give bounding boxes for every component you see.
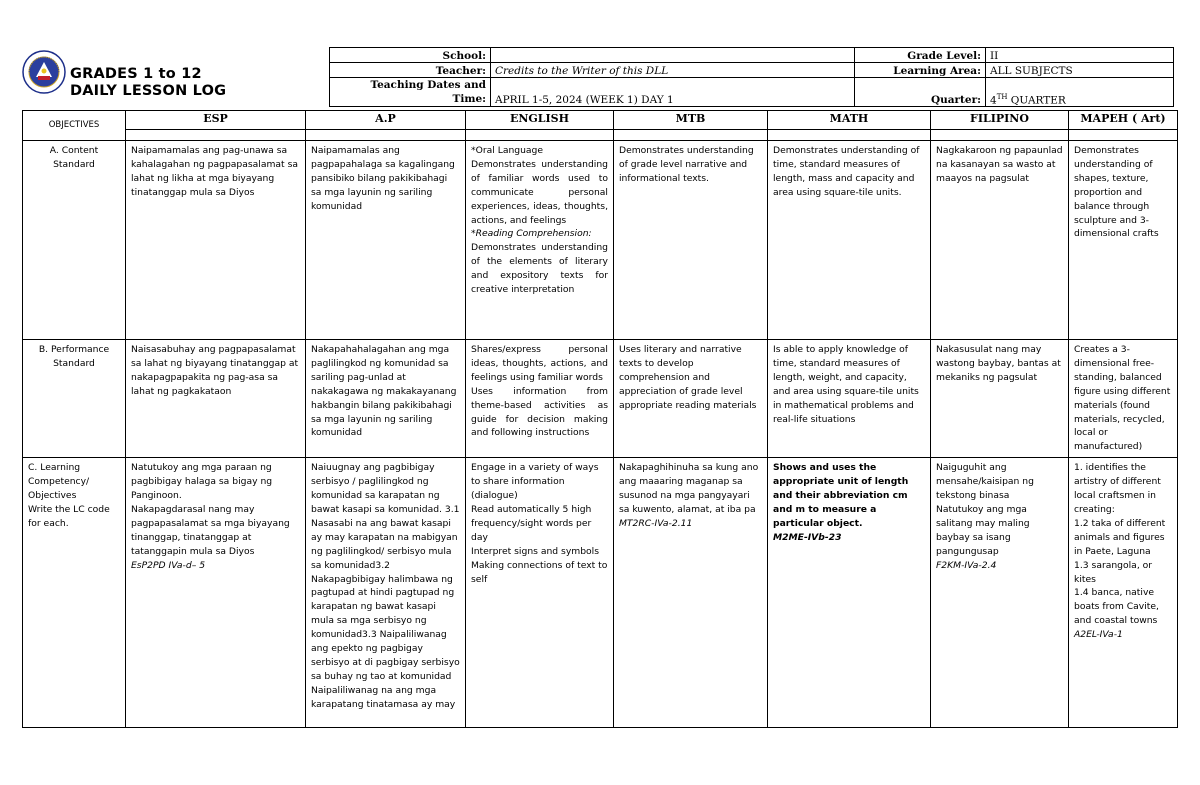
deped-seal-logo: [22, 50, 66, 94]
performance-standard-row: [23, 340, 1178, 458]
competency-mapeh-text-2: 1.2 taka of different animals and figures in Paete, Laguna: [1074, 517, 1166, 557]
competency-label-line-1: C. Learning: [28, 462, 81, 474]
blank-cell: [768, 130, 931, 141]
blank-cell: [1069, 130, 1178, 141]
competency-english-text-1: Engage in a variety of ways to share information (dialogue): [471, 462, 599, 502]
competency-mapeh: [1069, 458, 1178, 728]
brand-title: [70, 66, 226, 100]
subject-header-filipino: FILIPINO: [931, 111, 1069, 130]
blank-row: [23, 130, 1178, 141]
performance-english-text-2: Uses information from theme-based activities as guide for decision making and following instructions: [471, 385, 608, 439]
school-label: School:: [330, 48, 491, 63]
content-english-reading-heading: *Reading Comprehension:: [471, 228, 592, 240]
competency-ap-text-2: Naipaliliwanag na ang mga karapatang tinatamasa ay may: [311, 684, 456, 710]
competency-esp-code: EsP2PD IVa-d– 5: [131, 559, 206, 571]
competency-mapeh-text-3: 1.3 sarangola, or kites: [1074, 559, 1153, 585]
learning-area-value: ALL SUBJECTS: [986, 63, 1174, 78]
performance-ap: Nakapahahalagahan ang mga paglilingkod ng komunidad sa sariling pag-unlad at nakakagawa ng makakayanang hakbangin bilang pakikibahagi sa mga layunin ng sariling komunidad: [306, 340, 466, 458]
blank-cell: [614, 130, 768, 141]
performance-standard-label: [23, 340, 126, 458]
subject-header-mtb: MTB: [614, 111, 768, 130]
content-english: [466, 141, 614, 340]
subject-header-esp: ESP: [126, 111, 306, 130]
content-english-reading-text: Demonstrates understanding of the elements of literary and expository texts for creative interpretation: [471, 242, 608, 296]
competency-mapeh-text-4: 1.4 banca, native boats from Cavite, and coastal towns: [1074, 587, 1159, 627]
competency-mtb: [614, 458, 768, 728]
teacher-value: Credits to the Writer of this DLL: [491, 63, 855, 78]
competency-ap: [306, 458, 466, 728]
performance-math: Is able to apply knowledge of time, standard measures of length, weight, and capacity, and area using square-tile units in mathematical problems and real-life situations: [768, 340, 931, 458]
competency-mtb-code: MT2RC-IVa-2.11: [619, 517, 693, 529]
performance-label-line-2: Standard: [53, 357, 95, 369]
competency-esp-text-1: Natutukoy ang mga paraan ng pagbibigay halaga sa bigay ng Panginoon.: [131, 462, 273, 502]
performance-label-line-1: B. Performance: [38, 344, 110, 355]
quarter-word: QUARTER: [1007, 94, 1066, 106]
competency-label-note: Write the LC code for each.: [28, 503, 110, 529]
competency-math: [768, 458, 931, 728]
competency-filipino-text-2: Natutukoy ang mga salitang may maling baybay sa isang pangungusap: [936, 503, 1030, 557]
teaching-dates-label-line-2: Time:: [452, 93, 486, 105]
subject-header-mapeh: MAPEH ( Art): [1069, 111, 1178, 130]
blank-cell: [306, 130, 466, 141]
competency-ap-text-1: Naiuugnay ang pagbibigay serbisyo / paglilingkod ng komunidad sa karapatan ng bawat kasapi sa komunidad. 3.1 Nasasabi na ang bawat kasapi ay may karapatan na mabigyan ng paglilingkod/ serbisyo mula sa komunidad3.2 Nakapagbibigay halimbawa ng pagtupad at hindi pagtupad ng karapatan ng bawat kasapi mula sa mga serbisyo ng komunidad3.3 Naipaliliwanag ang epekto ng pagbigay serbisyo at di pagbigay serbisyo sa buhay ng tao at komunidad: [311, 462, 460, 682]
performance-filipino: Nakasusulat nang may wastong baybay, bantas at mekaniks ng pagsulat: [931, 340, 1069, 458]
blank-cell: [126, 130, 306, 141]
competency-esp-text-2: Nakapagdarasal nang may pagpapasalamat sa mga biyayang tinanggap, tinatanggap at tatanggapin mula sa Diyos: [131, 503, 290, 557]
brand-line-1: GRADES 1 to 12: [70, 66, 202, 82]
competency-english-text-2: Read automatically 5 high frequency/sight words per day: [471, 503, 592, 543]
subject-header-ap: A.P: [306, 111, 466, 130]
quarter-value: [986, 78, 1174, 107]
content-math: Demonstrates understanding of time, standard measures of length, mass and capacity and area using square-tile units.: [768, 141, 931, 340]
teacher-label: Teacher:: [330, 63, 491, 78]
content-ap: Naipamamalas ang pagpapahalaga sa kagalingang pansibiko bilang pakikibahagi sa mga layunin ng sariling komunidad: [306, 141, 466, 340]
competency-mapeh-text-1: 1. identifies the artistry of different local craftsmen in creating:: [1074, 462, 1161, 515]
learning-competency-label: [23, 458, 126, 728]
content-mapeh: Demonstrates understanding of shapes, texture, proportion and balance through sculpture and 3-dimensional crafts: [1069, 141, 1178, 340]
competency-filipino-code: F2KM-IVa-2.4: [936, 559, 997, 571]
quarter-number: 4: [990, 94, 997, 106]
content-english-oral-heading: *Oral Language: [471, 145, 544, 156]
competency-filipino-text-1: Naiguguhit ang mensahe/kaisipan ng tekstong binasa: [936, 462, 1034, 502]
header-info-table: [329, 47, 1174, 107]
performance-english-text-1: Shares/express personal ideas, thoughts, actions, and feelings using familiar words: [471, 344, 608, 383]
content-filipino: Nagkakaroon ng papaunlad na kasanayan sa wasto at maayos na pagsulat: [931, 141, 1069, 340]
content-english-oral-text: Demonstrates understanding of familiar words used to communicate personal experiences, ideas, thoughts, actions, and feelings: [471, 158, 608, 226]
performance-mtb: Uses literary and narrative texts to develop comprehension and appreciation of grade level appropriate reading materials: [614, 340, 768, 458]
grade-level-label: Grade Level:: [855, 48, 986, 63]
learning-area-label: Learning Area:: [855, 63, 986, 78]
competency-mapeh-code: A2EL-IVa-1: [1074, 629, 1123, 641]
brand-line-2: DAILY LESSON LOG: [70, 83, 227, 99]
learning-competency-row: [23, 458, 1178, 728]
blank-cell: [466, 130, 614, 141]
teaching-dates-value: APRIL 1-5, 2024 (WEEK 1) DAY 1: [491, 78, 855, 107]
competency-english-text-3: Interpret signs and symbols: [471, 545, 600, 557]
content-standard-label: [23, 141, 126, 340]
grade-level-value: II: [986, 48, 1174, 63]
competency-filipino: [931, 458, 1069, 728]
teaching-dates-label: [330, 78, 491, 107]
content-standard-row: [23, 141, 1178, 340]
content-esp: Naipamamalas ang pag-unawa sa kahalagahan ng pagpapasalamat sa lahat ng likha at mga biyayang tinatanggap mula sa Diyos: [126, 141, 306, 340]
teaching-dates-label-line-1: Teaching Dates and: [370, 79, 486, 91]
competency-math-text: Shows and uses the appropriate unit of length and their abbreviation cm and m to measure a particular object.: [773, 462, 909, 529]
subjects-header-row: [23, 111, 1178, 130]
content-mtb: Demonstrates understanding of grade level narrative and informational texts.: [614, 141, 768, 340]
subject-header-english: ENGLISH: [466, 111, 614, 130]
competency-english-text-4: Making connections of text to self: [471, 559, 608, 585]
blank-cell: [931, 130, 1069, 141]
performance-english: [466, 340, 614, 458]
subject-header-math: MATH: [768, 111, 931, 130]
performance-mapeh: Creates a 3-dimensional free-standing, balanced figure using different materials (found materials, recycled, local or manufactured): [1069, 340, 1178, 458]
school-value: [491, 48, 855, 63]
competency-mtb-text: Nakapaghihinuha sa kung ano ang maaaring maganap sa susunod na mga pangyayari sa kuwento, alamat, at iba pa: [619, 462, 759, 515]
objectives-header: OBJECTIVES: [23, 111, 126, 141]
competency-label-line-2: Competency/: [28, 476, 90, 488]
competency-label-line-3: Objectives: [28, 490, 77, 502]
lesson-log-table: [22, 110, 1178, 728]
competency-english: [466, 458, 614, 728]
quarter-suffix: TH: [996, 92, 1008, 101]
performance-esp: Naisasabuhay ang pagpapasalamat sa lahat ng biyayang tinatanggap at nakapagpapakita ng pag-asa sa lahat ng pagkakataon: [126, 340, 306, 458]
competency-esp: [126, 458, 306, 728]
quarter-label: Quarter:: [855, 78, 986, 107]
content-label-line-1: A. Content: [49, 145, 99, 156]
content-label-line-2: Standard: [53, 158, 95, 170]
competency-math-code: M2ME-IVb-23: [773, 531, 842, 543]
